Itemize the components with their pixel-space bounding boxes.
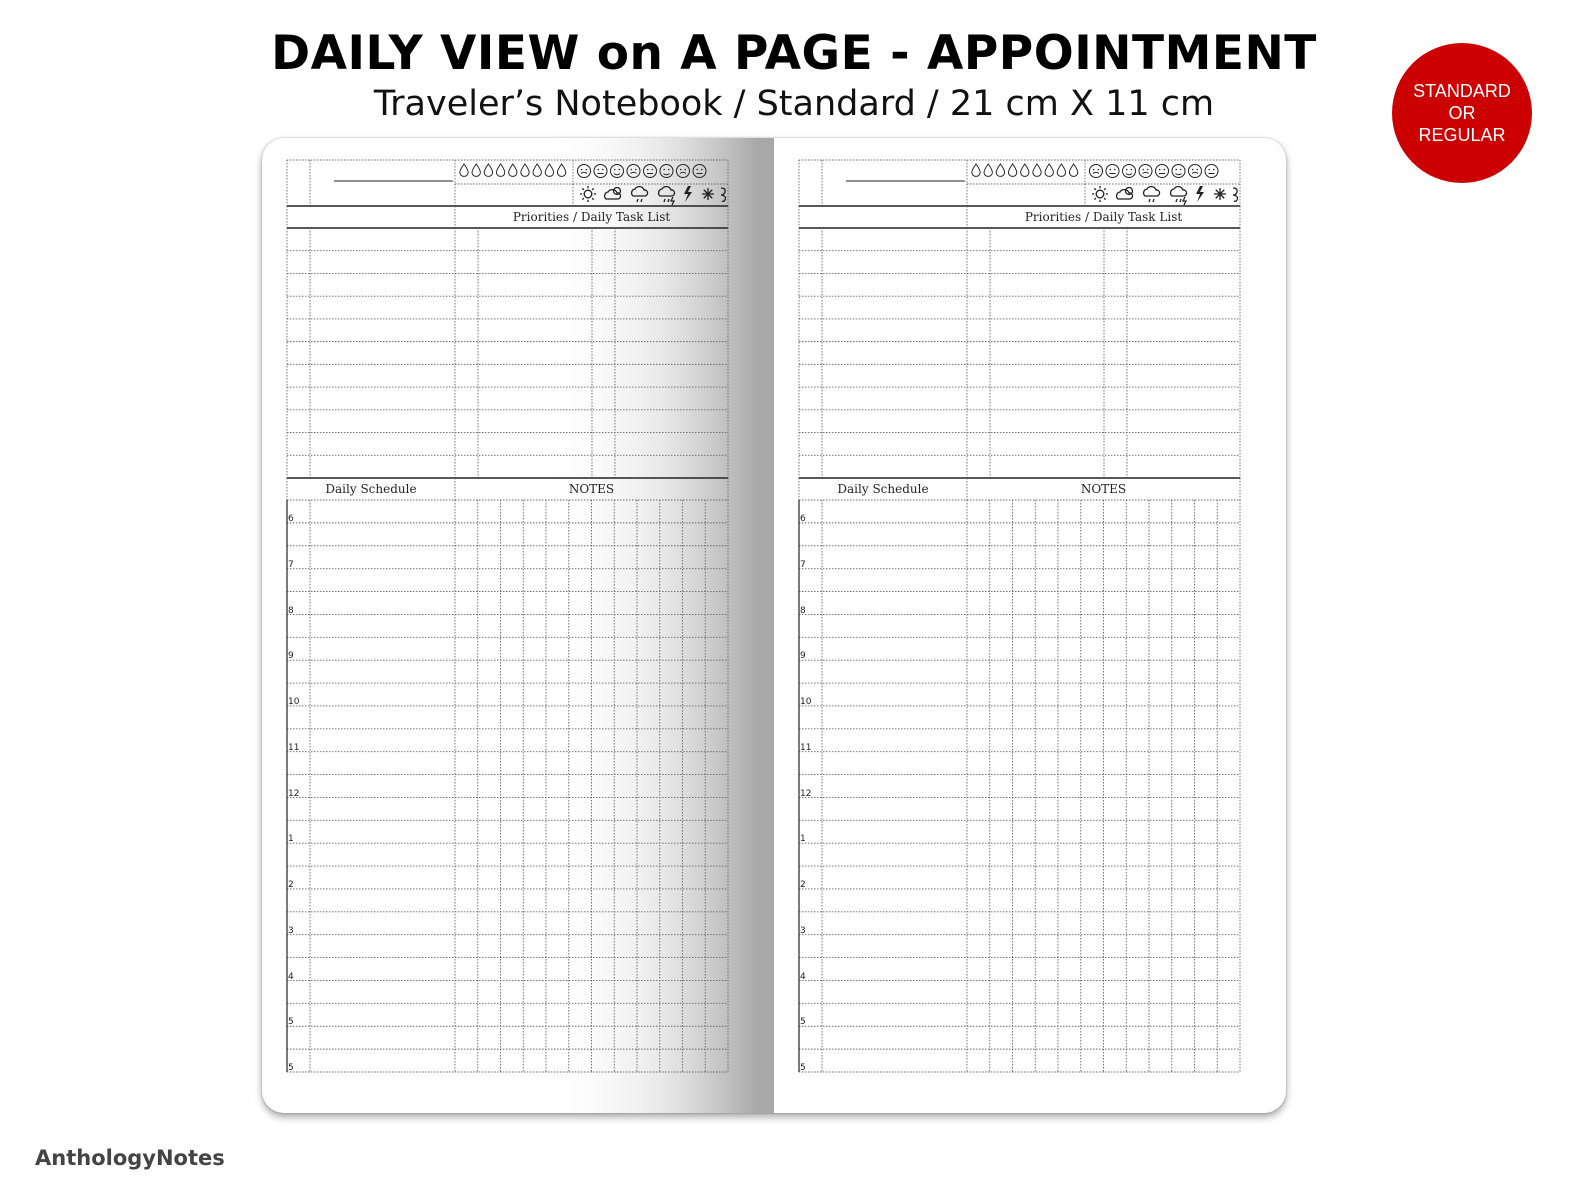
hour-label: 11 [800,742,812,753]
water-drop-icon[interactable] [1069,164,1077,176]
water-drop-icon[interactable] [1033,164,1041,176]
hour-label: 10 [288,697,300,708]
notes-label: NOTES [568,482,615,496]
mood-5-icon[interactable] [1156,165,1169,178]
badge-line-3: REGULAR [1418,125,1506,145]
hour-label: 5 [800,1017,806,1028]
water-drop-icon[interactable] [533,164,541,176]
mood-2-icon[interactable] [1106,165,1119,178]
partly-cloudy-icon[interactable] [1117,188,1133,200]
hour-label: 7 [288,559,294,570]
water-drop-icon[interactable] [1045,164,1053,176]
mood-4-icon[interactable] [1139,165,1152,178]
mood-7-icon[interactable] [1189,165,1202,178]
hour-label: 3 [288,925,294,936]
water-drop-icon[interactable] [521,164,529,176]
hour-label: 9 [800,651,806,662]
hour-label: 9 [288,651,294,662]
hour-label: 6 [288,514,294,524]
hour-label: 2 [288,880,294,891]
hour-label: 12 [288,788,300,799]
water-drop-icon[interactable] [1021,164,1029,176]
hour-label: 4 [288,971,294,982]
water-drop-icon[interactable] [1008,164,1016,176]
hour-label: 8 [288,605,294,616]
sun-icon[interactable] [1092,186,1108,202]
badge-line-1: STANDARD [1413,81,1511,101]
water-drop-icon[interactable] [484,164,492,176]
planner-grid [774,138,1286,1113]
spine-shadow [542,138,762,1113]
hour-label: 1 [800,834,806,845]
hour-label: 5 [800,1063,806,1074]
hour-label: 5 [288,1017,294,1028]
water-drop-icon[interactable] [496,164,504,176]
notes-label: NOTES [1080,482,1127,496]
daily-schedule-label: Daily Schedule [325,482,417,496]
water-drop-icon[interactable] [984,164,992,176]
priorities-label: Priorities / Daily Task List [1024,210,1183,224]
hour-label: 2 [800,880,806,891]
water-drop-icon[interactable] [972,164,980,176]
water-drop-icon[interactable] [472,164,480,176]
hour-label: 11 [288,742,300,753]
water-drop-icon[interactable] [509,164,517,176]
badge-line-2: OR [1448,103,1476,123]
storm-icon[interactable] [1171,187,1187,205]
hour-label: 3 [800,925,806,936]
water-drop-icon[interactable] [460,164,468,176]
daily-schedule-label: Daily Schedule [837,482,929,496]
wind-icon[interactable] [1233,188,1238,201]
mood-1-icon[interactable] [1090,165,1103,178]
notebook-spread [262,138,1286,1113]
hour-label: 8 [800,605,806,616]
left-page [262,138,774,1113]
mood-3-icon[interactable] [1123,165,1136,178]
brand-name: AnthologyNotes [35,1146,225,1170]
rain-icon[interactable] [1144,187,1160,202]
hour-label: 7 [800,559,806,570]
hour-label: 12 [800,788,812,799]
priorities-label: Priorities / Daily Task List [512,210,671,224]
hour-label: 1 [288,834,294,845]
hour-label: 10 [800,697,812,708]
right-page [774,138,1286,1113]
planner-grid [262,138,774,1113]
size-badge [1392,43,1532,183]
gutter [758,138,774,1113]
water-drop-icon[interactable] [996,164,1004,176]
snow-icon[interactable] [1214,188,1226,200]
hour-label: 6 [800,514,806,524]
hour-label: 5 [288,1063,294,1074]
lightning-icon[interactable] [1196,186,1204,202]
water-drop-icon[interactable] [1057,164,1065,176]
page-title: DAILY VIEW on A PAGE - APPOINTMENT [271,26,1317,81]
mood-6-icon[interactable] [1172,165,1185,178]
snow-icon[interactable] [702,188,714,200]
mood-8-icon[interactable] [1205,165,1218,178]
page-subtitle: Traveler’s Notebook / Standard / 21 cm X 11 cm [373,84,1215,124]
hour-label: 4 [800,971,806,982]
